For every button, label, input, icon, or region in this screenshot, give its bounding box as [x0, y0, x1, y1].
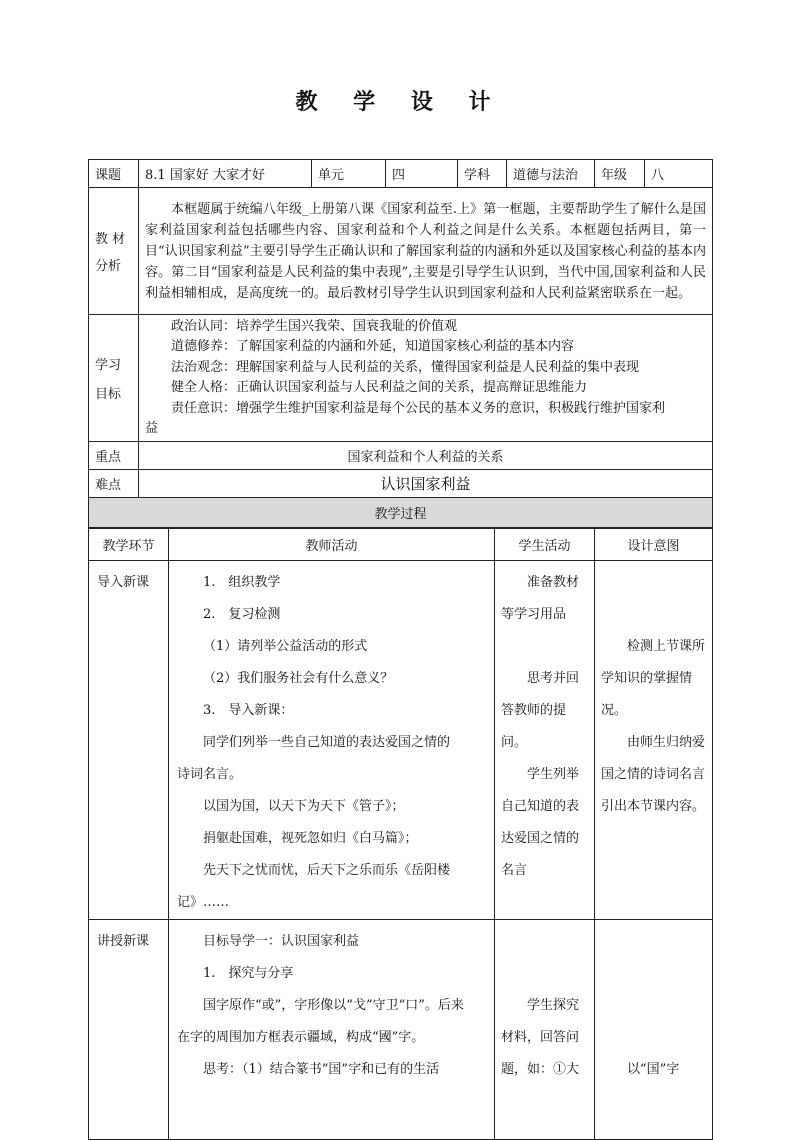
goal-item-continuation: 益 [145, 421, 159, 436]
student-text: 学生列举自己知道的表达爱国之情的名言 [501, 767, 580, 878]
difficulty-row [89, 470, 713, 498]
teacher-line: 3. 导入新课： [203, 703, 294, 718]
analysis-label-line1: 教 材 [95, 232, 126, 247]
teacher-line: 同学们列举一些自己知道的表达爱国之情的 [203, 735, 451, 750]
analysis-label-line2: 分析 [95, 259, 122, 274]
intro-student-activity [495, 561, 595, 920]
header-student: 学生活动 [495, 529, 595, 561]
analysis-text: 本框题属于统编八年级_上册第八课《国家利益至.上》第一框题，主要帮助学生了解什么是国家利益国家利益包括哪些内容、国家利益和个人利益之间是什么关系。本框题包括两目，第一目“认识国家利益”主要引导学生正确认识和了解国家利益的内涵和外延以及国家核心利益的基本内容。第二目“国家利益是人民利益的集中表现”,主要是引导学生认识到，当代中国,国家利益和人民利益相辅相成，是高度统一的。最后教材引导学生认识到国家利益和人民利益紧密联系在一起。 [139, 188, 713, 315]
key-point-value: 国家利益和个人利益的关系 [139, 442, 713, 470]
intent-text: 由师生归纳爱国之情的诗词名言引出本节课内容。 [601, 735, 706, 814]
unit-value: 四 [386, 160, 458, 188]
teacher-line: （1）请列举公益活动的形式 [203, 639, 368, 654]
difficulty-label: 难点 [89, 470, 139, 498]
grade-value: 八 [645, 160, 713, 188]
intro-stage: 导入新课 [89, 561, 169, 920]
intent-text: 检测上节课所学知识的掌握情况。 [601, 639, 706, 718]
grade-label: 年级 [595, 160, 645, 188]
teacher-line: 先天下之忧而忧，后天下之乐而乐《岳阳楼 [203, 863, 451, 878]
goal-item: 道德修养：了解国家利益的内涵和外延，知道国家核心利益的基本内容 [171, 339, 575, 354]
topic-value: 8.1 国家好 大家才好 [139, 160, 312, 188]
lecture-student-activity [495, 920, 595, 1140]
teacher-line: 在字的周围加方框表示疆域，构成“國”字。 [177, 1030, 425, 1045]
unit-label: 单元 [312, 160, 386, 188]
teacher-line: 1. 探究与分享 [203, 966, 294, 981]
goals-label-line1: 学习 [95, 358, 122, 373]
analysis-label [89, 188, 139, 315]
student-text: 思考并回答教师的提问。 [501, 671, 580, 750]
goal-item: 责任意识：增强学生维护国家利益是每个公民的基本义务的意识，积极践行维护国家利 [171, 400, 666, 416]
lecture-teacher-activity [169, 920, 495, 1140]
goals-label [89, 315, 139, 442]
teacher-line: 国字原作“或”，字形像以“戈”守卫“口”。后来 [203, 998, 464, 1013]
goals-list [139, 315, 713, 442]
teacher-line: 诗词名言。 [177, 767, 243, 782]
teacher-line: 目标导学一：认识国家利益 [203, 934, 360, 949]
teacher-line: 2. 复习检测 [203, 607, 281, 622]
teacher-line: 1. 组织教学 [203, 575, 281, 590]
subject-value: 道德与法治 [507, 160, 595, 188]
teacher-line: 捐躯赴国难，视死忽如归《白马篇》； [203, 831, 418, 846]
header-stage: 教学环节 [89, 529, 169, 561]
info-row [89, 160, 713, 188]
goals-label-line2: 目标 [95, 387, 122, 402]
teacher-line: 思考：（1）结合篆书“国”字和已有的生活 [203, 1062, 440, 1077]
lecture-row [89, 920, 713, 1140]
goal-item: 政治认同：培养学生国兴我荣、国衰我耻的价值观 [171, 318, 458, 334]
intro-row [89, 561, 713, 920]
student-text: 准备教材等学习用品 [501, 575, 580, 622]
student-text: 学生探究材料，回答问题，如：①大 [501, 998, 580, 1077]
header-teacher: 教师活动 [169, 529, 495, 561]
teacher-line: 记》…… [177, 895, 230, 910]
lecture-design-intent [595, 920, 713, 1140]
analysis-row [89, 188, 713, 315]
intro-design-intent [595, 561, 713, 920]
lesson-info-table [88, 159, 713, 528]
intro-teacher-activity [169, 561, 495, 920]
goals-row [89, 315, 713, 442]
teacher-line: （2）我们服务社会有什么意义？ [203, 671, 394, 686]
subject-label: 学科 [458, 160, 507, 188]
key-point-row [89, 442, 713, 470]
goal-item: 健全人格：正确认识国家利益与人民利益之间的关系，提高辩证思维能力 [171, 380, 588, 395]
lecture-stage: 讲授新课 [89, 920, 169, 1140]
goal-item: 法治观念：理解国家利益与人民利益的关系，懂得国家利益是人民利益的集中表现 [171, 359, 640, 375]
difficulty-value: 认识国家利益 [139, 470, 713, 498]
process-table [88, 528, 713, 1140]
process-title: 教学过程 [89, 498, 713, 528]
process-header-row [89, 529, 713, 561]
page-title: 教 学 设 计 [295, 90, 505, 115]
key-point-label: 重点 [89, 442, 139, 470]
process-title-row [89, 498, 713, 528]
teacher-line: 以国为国，以天下为天下《管子》； [203, 799, 405, 814]
header-intent: 设计意图 [595, 529, 713, 561]
intent-text: 以“国”字 [627, 1062, 680, 1077]
topic-label: 课题 [89, 160, 139, 188]
